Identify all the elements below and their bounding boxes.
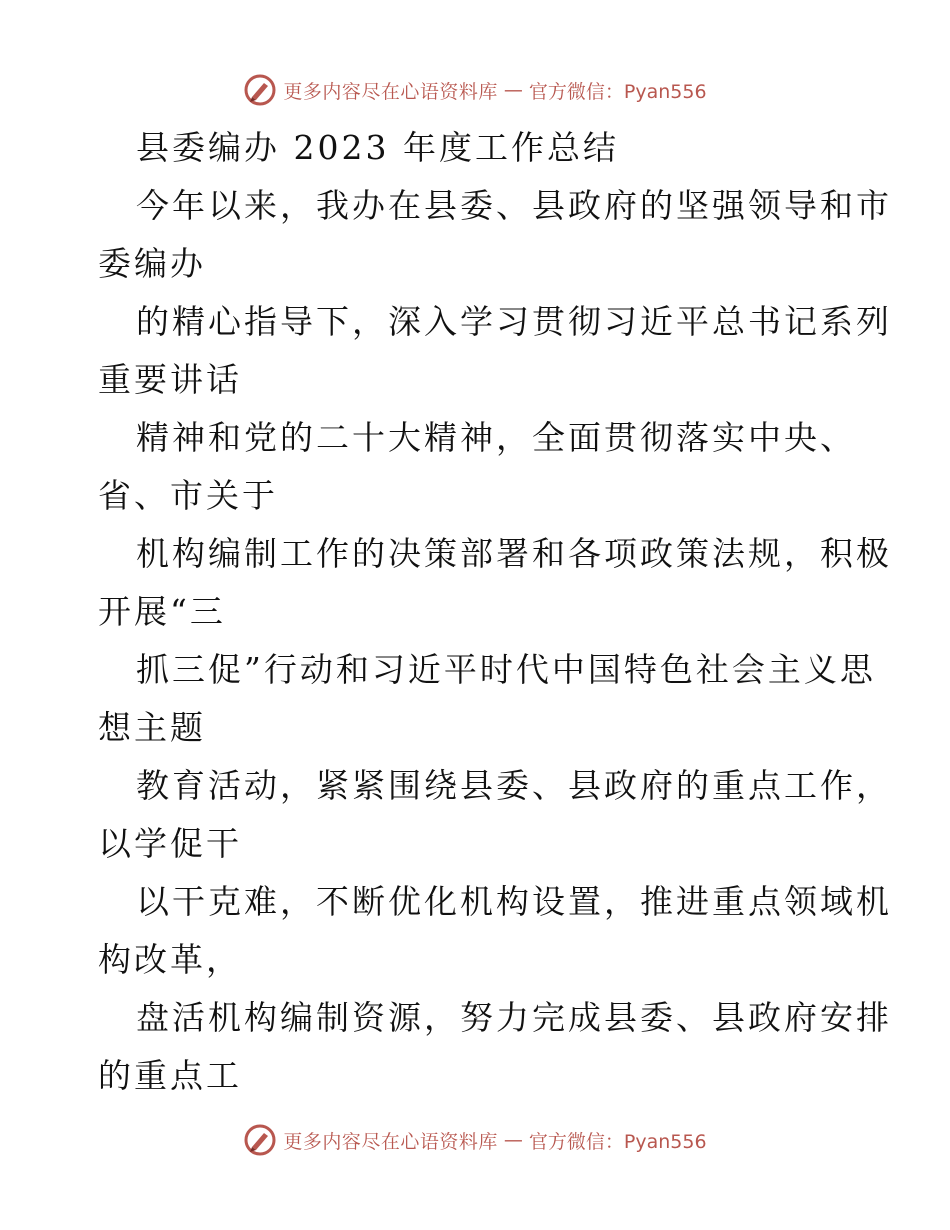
- watermark-text: 更多内容尽在心语资料库: [283, 80, 498, 103]
- pen-logo-icon: [243, 1123, 277, 1157]
- text-line: 的重点工: [98, 1056, 242, 1095]
- footer-watermark: [0, 1120, 950, 1160]
- text-line: 构改革，: [98, 940, 242, 979]
- text-line: 盘活机构编制资源，努力完成县委、县政府安排: [136, 998, 892, 1037]
- text-line: 的精心指导下，深入学习贯彻习近平总书记系列: [136, 302, 892, 341]
- header-watermark: [0, 70, 950, 110]
- text-line: 今年以来，我办在县委、县政府的坚强领导和市: [136, 186, 892, 225]
- watermark-text: 更多内容尽在心语资料库: [283, 1130, 498, 1153]
- text-line: 以干克难，不断优化机构设置，推进重点领域机: [136, 882, 892, 921]
- document-body: [98, 124, 892, 1110]
- text-line: 开展“三: [98, 592, 226, 631]
- text-line: 想主题: [98, 708, 206, 747]
- text-line: 省、市关于: [98, 476, 278, 515]
- text-line: 教育活动，紧紧围绕县委、县政府的重点工作，: [136, 766, 892, 805]
- text-line: 抓三促”行动和习近平时代中国特色社会主义思: [136, 650, 876, 689]
- watermark-wechat: 官方微信：Pyan556: [528, 1130, 707, 1153]
- watermark-dash: —: [503, 79, 523, 101]
- text-line: 委编办: [98, 244, 206, 283]
- text-line: 精神和党的二十大精神，全面贯彻落实中央、: [136, 418, 856, 457]
- text-line: 重要讲话: [98, 360, 242, 399]
- text-line: 以学促干: [98, 824, 242, 863]
- watermark-dash: —: [503, 1129, 523, 1151]
- watermark-wechat: 官方微信：Pyan556: [528, 80, 707, 103]
- text-line: 机构编制工作的决策部署和各项政策法规，积极: [136, 534, 892, 573]
- text-line: 县委编办 2023 年度工作总结: [136, 128, 619, 167]
- pen-logo-icon: [243, 73, 277, 107]
